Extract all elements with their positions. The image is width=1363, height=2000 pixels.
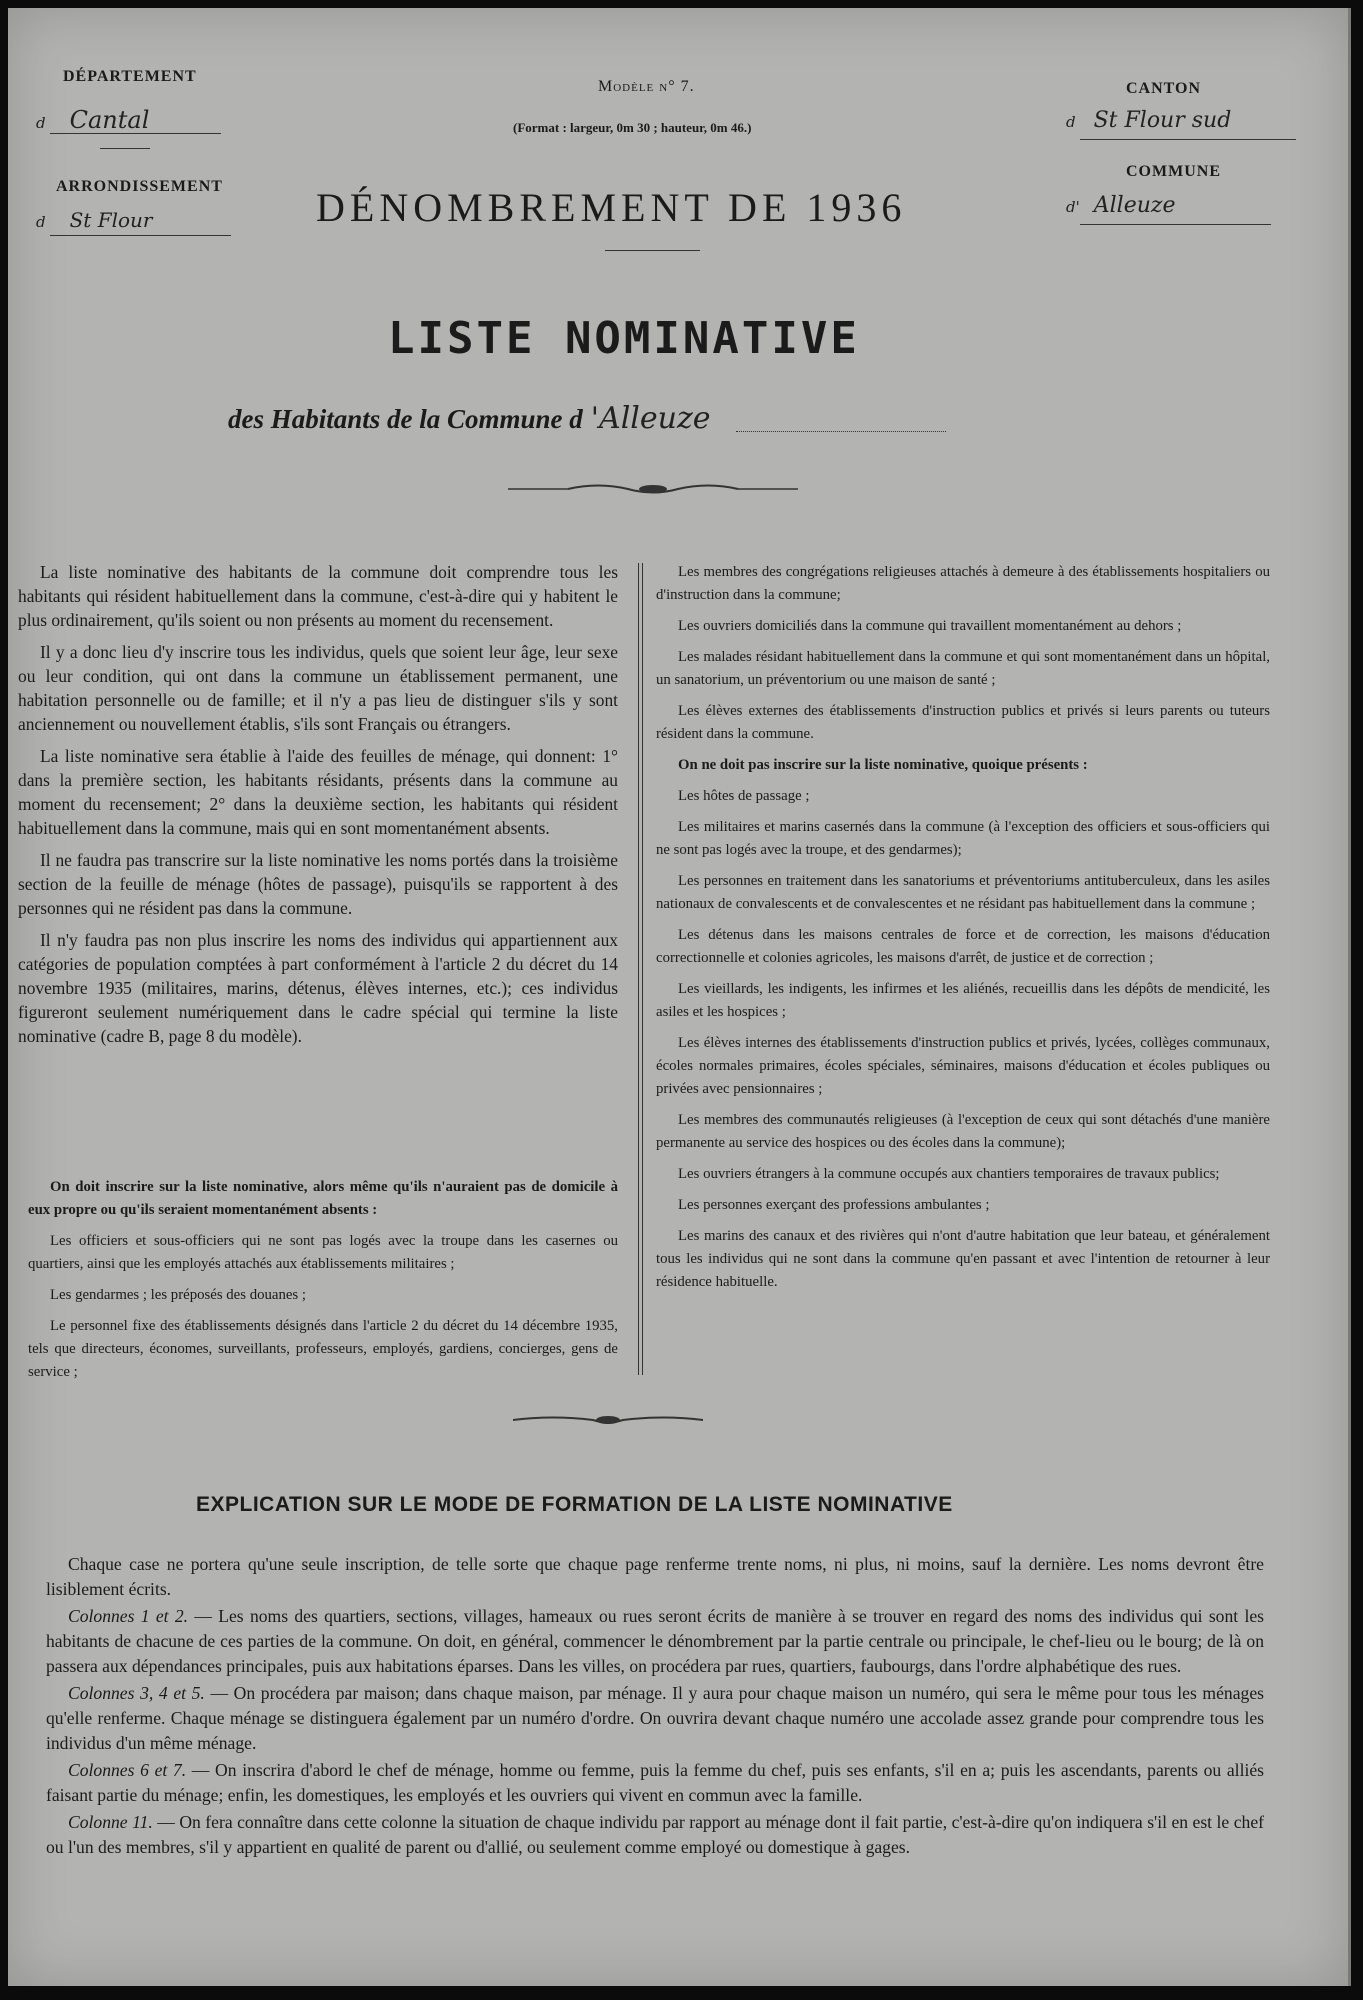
- page-title: DÉNOMBREMENT DE 1936: [316, 185, 907, 230]
- ornament-divider: [508, 482, 798, 496]
- departement-field: [36, 106, 221, 136]
- explanation-intro: Chaque case ne portera qu'une seule inscription, de telle sorte que chaque page renferme trente noms, ni plus, ni moins, sauf la dernière. Les noms devront être lisiblement écrits.: [46, 1554, 1264, 1599]
- explanation-heading: EXPLICATION SUR LE MODE DE FORMATION DE LA LISTE NOMINATIVE: [196, 1493, 953, 1516]
- paragraph: Il y a donc lieu d'y inscrire tous les individus, quels que soient leur âge, leur sexe ou leur condition, qui ont dans la commune un établissement permanent, une habitation personnelle ou de famille; et il n'y a pas lieu de distinguer s'ils y sont anciennement ou nouvellement établis, s'ils sont Français ou étrangers.: [18, 642, 618, 734]
- list-item: Les élèves externes des établissements d'instruction publics et privés si leurs parents ou tuteurs résident dans la commune.: [656, 703, 1270, 742]
- explanation-item: [46, 1604, 1264, 1679]
- subtitle-commune-label: des Habitants de la Commune d: [228, 404, 583, 434]
- canton-value: St Flour sud: [1093, 108, 1232, 133]
- column-ref: Colonnes 6 et 7.: [68, 1760, 187, 1780]
- list-item: Les personnes en traitement dans les sanatoriums et préventoriums antituberculeux, dans les asiles nationaux de convalescents et de convalescentes et ne résidant pas habituellement dans la commune ;: [656, 873, 1270, 912]
- arrondissement-label: ARRONDISSEMENT: [56, 178, 223, 195]
- departement-prefix: d: [36, 114, 46, 132]
- subtitle: LISTE NOMINATIVE: [388, 313, 860, 364]
- commune-prefix: d': [1066, 198, 1080, 216]
- commune-label: COMMUNE: [1126, 163, 1221, 180]
- explanation-text: — Les noms des quartiers, sections, villages, hameaux ou rues seront écrits de manière à se trouver en regard des noms des individus qui sont les habitants de chacune de ces parties de la commune. On doit, en général, commencer le dénombrement par la partie centrale ou principale, le chef-lieu ou le bourg; de là on passera aux dépendances principales, puis aux habitations éparses. Dans les villes, on procédera par rues, quartiers, faubourgs, dans l'ordre alphabétique des rues.: [46, 1606, 1264, 1676]
- list-item: Les militaires et marins casernés dans la commune (à l'exception des officiers et sous-officiers qui ne sont pas logés avec la troupe, et des gendarmes);: [656, 819, 1270, 858]
- explanation-item: [46, 1681, 1264, 1756]
- subtitle-commune-value: 'Alleuze: [590, 401, 711, 436]
- list-item: Les élèves internes des établissements d'instruction publics et privés, lycées, collèges communaux, écoles normales primaires, écoles spéciales, séminaires, maisons d'éducation et écoles publiques ou privées avec pensionnaires ;: [656, 1035, 1270, 1097]
- list-item: Les détenus dans les maisons centrales de force et de correction, les maisons d'éducation correctionnelle et colonies agricoles, les maisons d'arrêt, de justice et de correction ;: [656, 927, 1270, 966]
- inscribe-heading: On doit inscrire sur la liste nominative, alors même qu'ils n'auraient pas de domicile à eux propre ou qu'ils seraient momentanément absents :: [28, 1179, 618, 1218]
- column-ref: Colonnes 3, 4 et 5.: [68, 1683, 205, 1703]
- title-rule: [605, 250, 700, 251]
- list-item: Les officiers et sous-officiers qui ne sont pas logés avec la troupe dans les casernes ou quartiers, ainsi que les employés attachés aux établissements militaires ;: [28, 1233, 618, 1272]
- explanation-body: [46, 1552, 1264, 1862]
- canton-field: [1066, 108, 1296, 142]
- list-item: Les personnes exerçant des professions ambulantes ;: [678, 1197, 990, 1213]
- departement-value: Cantal: [69, 106, 150, 134]
- list-item: Le personnel fixe des établissements désignés dans l'article 2 du décret du 14 décembre 1935, tels que directeurs, économes, surveillants, professeurs, employés, gardiens, concierges, gens de service ;: [28, 1318, 618, 1380]
- explanation-text: — On inscrira d'abord le chef de ménage, homme ou femme, puis la femme du chef, puis ses enfants, s'il en a; puis les ascendants, parents ou alliés faisant partie du ménage; enfin, les domestiques, les employés et les ouvriers qui vivent en commun avec la famille.: [46, 1760, 1264, 1805]
- inscribe-section: [28, 1176, 618, 1392]
- column-ref: Colonne 11.: [68, 1812, 153, 1832]
- format-note: (Format : largeur, 0m 30 ; hauteur, 0m 46.): [513, 120, 752, 135]
- divider-small: [100, 148, 150, 149]
- list-item: Les marins des canaux et des rivières qui n'ont d'autre habitation que leur bateau, et généralement tous les individus qui ne sont dans la commune qu'en passant et avec l'intention de retourner à leur résidence habituelle.: [656, 1228, 1270, 1290]
- list-item: Les ouvriers étrangers à la commune occupés aux chantiers temporaires de travaux publics;: [678, 1166, 1220, 1182]
- modele-number: Modèle n° 7.: [598, 78, 695, 95]
- left-column: [18, 560, 618, 1056]
- paragraph: Il ne faudra pas transcrire sur la liste nominative les noms portés dans la troisième section de la feuille de ménage (hôtes de passage), puisqu'ils se rapportent à des personnes qui ne résident pas dans la commune.: [18, 850, 618, 918]
- paragraph: Il n'y faudra pas non plus inscrire les noms des individus qui appartiennent aux catégories de population comptées à part conformément à l'article 2 du décret du 14 novembre 1935 (militaires, marins, détenus, élèves internes, etc.); ces individus figureront seulement numériquement dans le cadre spécial qui termine la liste nominative (cadre B, page 8 du modèle).: [18, 930, 618, 1046]
- paragraph: La liste nominative sera établie à l'aide des feuilles de ménage, qui donnent: 1° dans la première section, les habitants résidants, présents dans la commune au moment du recensement; 2° dans la deuxième section, les habitants qui résident habituellement dans la commune, mais qui en sont momentanément absents.: [18, 746, 618, 838]
- list-item: Les membres des communautés religieuses (à l'exception de ceux qui sont détachés d'une manière permanente au service des hospices ou des écoles dans la commune);: [656, 1112, 1270, 1151]
- list-item: Les malades résidant habituellement dans la commune et qui sont momentanément dans un hôpital, un sanatorium, un préventorium ou une maison de santé ;: [656, 649, 1270, 688]
- list-item: Les membres des congrégations religieuses attachés à demeure à des établissements hospitaliers ou d'instruction dans la commune;: [656, 564, 1270, 603]
- explanation-item: [46, 1758, 1264, 1808]
- column-ref: Colonnes 1 et 2.: [68, 1606, 189, 1626]
- list-item: Les gendarmes ; les préposés des douanes ;: [50, 1287, 306, 1303]
- commune-line: [228, 401, 928, 436]
- canton-label: CANTON: [1126, 80, 1202, 97]
- commune-value: Alleuze: [1093, 193, 1176, 218]
- arrondissement-field: [36, 208, 231, 238]
- departement-label: DÉPARTEMENT: [63, 68, 197, 85]
- not-inscribe-heading: On ne doit pas inscrire sur la liste nominative, quoique présents :: [678, 757, 1088, 773]
- list-item: Les hôtes de passage ;: [678, 788, 810, 804]
- arrondissement-value: St Flour: [69, 208, 153, 232]
- explanation-text: — On fera connaître dans cette colonne la situation de chaque individu par rapport au ménage dont il fait partie, c'est-à-dire qu'on indiquera s'il en est le chef ou l'un des membres, s'il y appartient en qualité de parent ou d'allié, ou seulement comme employé ou domestique à gages.: [46, 1812, 1264, 1857]
- paragraph: La liste nominative des habitants de la commune doit comprendre tous les habitants qui résident habituellement dans la commune, c'est-à-dire qui y habitent le plus ordinairement, qu'ils soient ou non présents au moment du recensement.: [18, 562, 618, 630]
- canton-prefix: d: [1066, 113, 1076, 131]
- column-divider: [638, 563, 643, 1375]
- commune-field: [1066, 193, 1271, 227]
- arrondissement-prefix: d: [36, 213, 46, 231]
- list-item: Les vieillards, les indigents, les infirmes et les aliénés, recueillis dans les dépôts de mendicité, les asiles et les hospices ;: [656, 981, 1270, 1020]
- census-form-page: [8, 8, 1351, 1986]
- explanation-text: — On procédera par maison; dans chaque maison, par ménage. Il y aura pour chaque maison un numéro, qui sera le même pour tous les ménages qu'elle renferme. Chaque ménage se distinguera également par un numéro d'ordre. On ouvrira devant chaque numéro une accolade assez grande pour comprendre tous les individus d'un même ménage.: [46, 1683, 1264, 1753]
- list-item: Les ouvriers domiciliés dans la commune qui travaillent momentanément au dehors ;: [678, 618, 1182, 634]
- ornament-divider-2: [513, 1413, 703, 1427]
- right-column: [656, 561, 1270, 1302]
- explanation-item: [46, 1810, 1264, 1860]
